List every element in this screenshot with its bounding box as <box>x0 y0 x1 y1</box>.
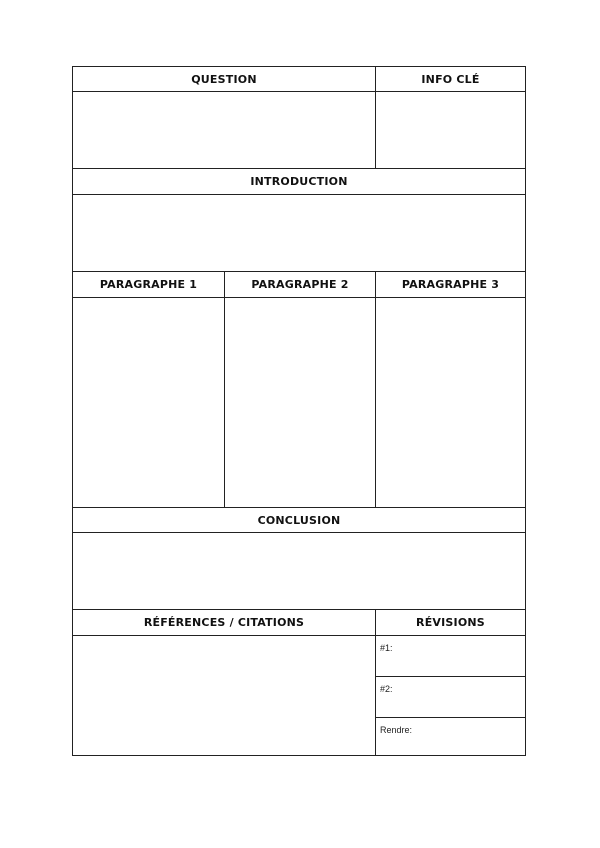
essay-planner-sheet <box>72 66 526 756</box>
references-header: RÉFÉRENCES / CITATIONS <box>73 610 376 635</box>
question-header: QUESTION <box>73 67 376 91</box>
revision-2-label: #2: <box>380 684 393 694</box>
question-body-row <box>73 92 525 169</box>
paragraph-header-row <box>73 272 525 298</box>
revisions-list <box>376 636 525 755</box>
info-cle-box[interactable] <box>376 92 525 168</box>
introduction-header: INTRODUCTION <box>73 169 525 195</box>
question-header-row <box>73 67 525 92</box>
question-box[interactable] <box>73 92 376 168</box>
conclusion-header: CONCLUSION <box>73 508 525 533</box>
references-box[interactable] <box>73 636 376 755</box>
references-header-row <box>73 610 525 636</box>
conclusion-box[interactable] <box>73 533 525 610</box>
introduction-box[interactable] <box>73 195 525 272</box>
paragraphe-1-box[interactable] <box>73 298 225 507</box>
revision-1-field[interactable] <box>376 636 525 677</box>
info-cle-header: INFO CLÉ <box>421 72 480 86</box>
paragraphe-3-header: PARAGRAPHE 3 <box>401 278 500 291</box>
revisions-header: RÉVISIONS <box>416 616 485 629</box>
paragraphe-3-box[interactable] <box>376 298 525 507</box>
references-body-row <box>73 636 525 755</box>
paragraphe-1-header: PARAGRAPHE 1 <box>73 272 225 297</box>
paragraphe-2-box[interactable] <box>225 298 376 507</box>
revision-1-label: #1: <box>380 643 393 653</box>
rendre-label: Rendre: <box>380 725 413 735</box>
rendre-field[interactable] <box>376 718 525 755</box>
paragraph-body-row <box>73 298 525 508</box>
revision-2-field[interactable] <box>376 677 525 718</box>
paragraphe-2-header: PARAGRAPHE 2 <box>225 272 376 297</box>
